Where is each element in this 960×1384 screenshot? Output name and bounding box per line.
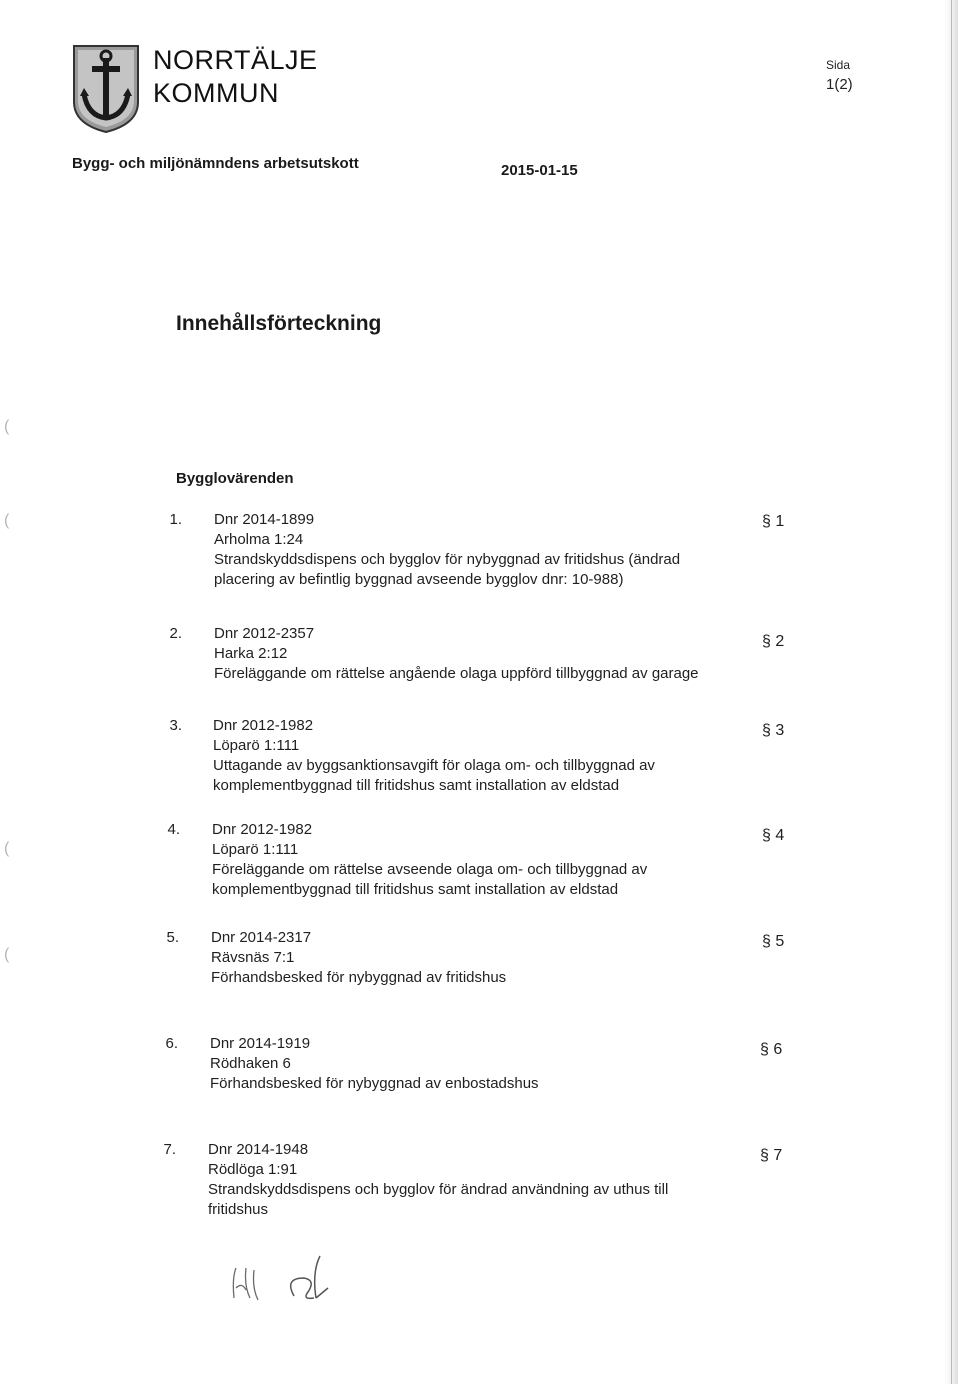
committee-name: Bygg- och miljönämndens arbetsutskott bbox=[72, 155, 359, 172]
item-description: Uttagande av byggsanktionsavgift för olaga om- och tillbyggnad av bbox=[213, 757, 655, 774]
item-description: Förhandsbesked för nybyggnad av enbostadshus bbox=[210, 1075, 539, 1092]
item-number: 3. bbox=[169, 717, 182, 734]
item-description: Strandskyddsdispens och bygglov för ändrad användning av uthus till bbox=[208, 1181, 669, 1198]
item-number: 1. bbox=[169, 511, 182, 528]
item-number: 5. bbox=[166, 929, 179, 946]
item-body bbox=[211, 928, 771, 988]
item-case-number: Dnr 2014-1948 bbox=[208, 1141, 309, 1158]
item-property: Arholma 1:24 bbox=[214, 531, 304, 548]
section-heading: Bygglovärenden bbox=[176, 470, 294, 487]
anchor-crest-icon bbox=[72, 44, 140, 134]
scan-mark: ( bbox=[4, 418, 10, 435]
item-property: Löparö 1:111 bbox=[212, 841, 299, 858]
toc-title: Innehållsförteckning bbox=[176, 312, 382, 335]
item-property: Löparö 1:111 bbox=[213, 737, 300, 754]
organization-name-line1: NORRTÄLJE bbox=[153, 45, 318, 75]
item-description: fritidshus bbox=[208, 1201, 269, 1218]
item-description: Förhandsbesked för nybyggnad av fritidshus bbox=[211, 969, 507, 986]
item-body bbox=[214, 624, 774, 684]
item-property: Rödlöga 1:91 bbox=[208, 1161, 298, 1178]
scan-mark: ( bbox=[4, 946, 10, 963]
item-body bbox=[214, 510, 774, 590]
scan-mark: ( bbox=[4, 840, 10, 857]
item-body bbox=[210, 1034, 770, 1094]
item-case-number: Dnr 2014-1899 bbox=[214, 511, 315, 528]
item-paragraph: § 2 bbox=[762, 633, 785, 650]
organization-name-line2: KOMMUN bbox=[153, 78, 279, 108]
item-number: 6. bbox=[165, 1035, 178, 1052]
item-body bbox=[212, 820, 772, 900]
item-case-number: Dnr 2012-1982 bbox=[213, 717, 314, 734]
item-paragraph: § 3 bbox=[762, 722, 785, 739]
item-description: komplementbyggnad till fritidshus samt installation av eldstad bbox=[212, 881, 619, 898]
item-property: Harka 2:12 bbox=[214, 645, 288, 662]
item-paragraph: § 4 bbox=[762, 827, 785, 844]
meeting-date: 2015-01-15 bbox=[501, 162, 578, 179]
item-body bbox=[208, 1140, 768, 1220]
item-number: 2. bbox=[169, 625, 182, 642]
item-description: Föreläggande om rättelse angående olaga uppförd tillbyggnad av garage bbox=[214, 665, 699, 682]
item-number: 7. bbox=[163, 1141, 176, 1158]
page-label: Sida bbox=[826, 58, 851, 72]
item-paragraph: § 7 bbox=[760, 1147, 783, 1164]
item-case-number: Dnr 2014-2317 bbox=[211, 929, 312, 946]
handwritten-initials-icon bbox=[224, 1248, 354, 1308]
item-property: Rävsnäs 7:1 bbox=[211, 949, 295, 966]
item-description: komplementbyggnad till fritidshus samt installation av eldstad bbox=[213, 777, 620, 794]
item-case-number: Dnr 2014-1919 bbox=[210, 1035, 311, 1052]
item-description: Föreläggande om rättelse avseende olaga om- och tillbyggnad av bbox=[212, 861, 648, 878]
page-number: 1(2) bbox=[826, 76, 853, 93]
item-property: Rödhaken 6 bbox=[210, 1055, 291, 1072]
item-number: 4. bbox=[167, 821, 180, 838]
item-paragraph: § 1 bbox=[762, 513, 785, 530]
scan-mark: ( bbox=[4, 512, 10, 529]
item-paragraph: § 6 bbox=[760, 1041, 783, 1058]
item-case-number: Dnr 2012-2357 bbox=[214, 625, 315, 642]
item-case-number: Dnr 2012-1982 bbox=[212, 821, 313, 838]
item-description: placering av befintlig byggnad avseende bygglov dnr: 10-988) bbox=[214, 571, 624, 588]
item-body bbox=[213, 716, 773, 796]
item-description: Strandskyddsdispens och bygglov för nybyggnad av fritidshus (ändrad bbox=[214, 551, 681, 568]
scan-line bbox=[951, 0, 952, 1384]
organization-name bbox=[153, 44, 318, 110]
item-paragraph: § 5 bbox=[762, 933, 785, 950]
